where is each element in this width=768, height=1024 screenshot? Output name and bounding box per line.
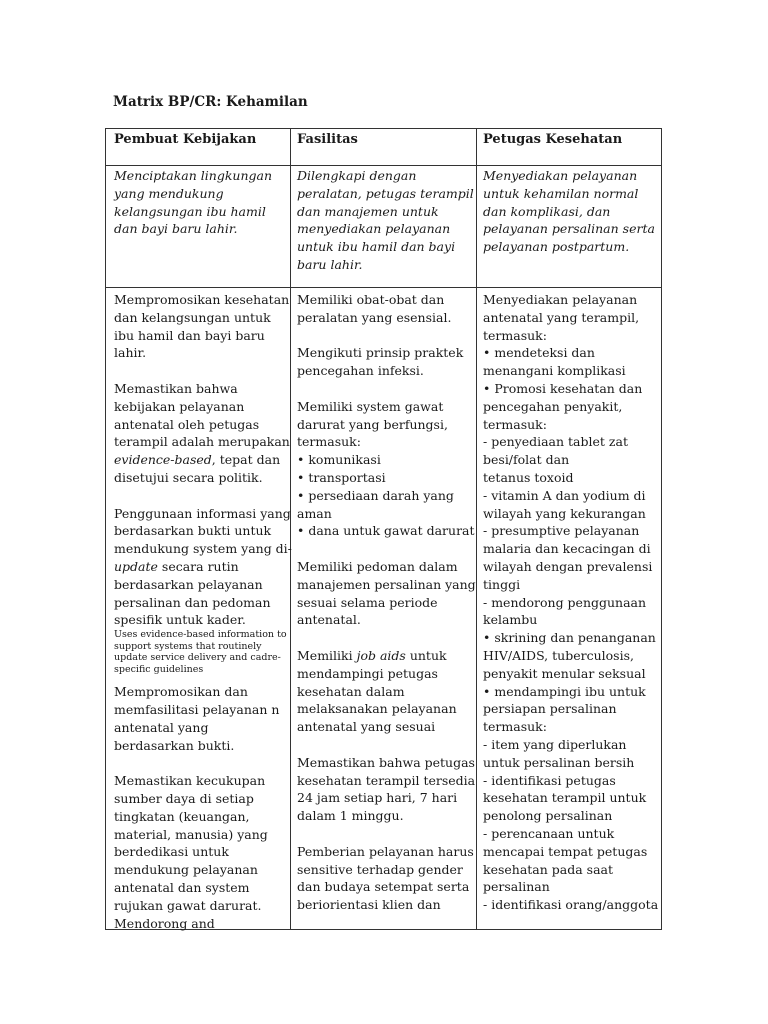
paragraph: Memastikan bahwa kebijakan pelayanan antenatal oleh petugas terampil adalah merupakan evidence-based, tepat dan disetujui secara politik.: [114, 380, 290, 485]
text-line: wilayah dengan prevalensi: [483, 558, 653, 574]
paragraph: Memiliki job aids untuk mendampingi petugas kesehatan dalam melaksanakan pelayanan antenatal yang sesuai: [297, 647, 457, 735]
text-line: pencegahan penyakit,: [483, 398, 623, 414]
text-line: penolong persalinan: [483, 808, 613, 824]
list-item: • komunikasi: [297, 452, 381, 468]
text-line: antenatal yang terampil,: [483, 309, 640, 325]
text-line: termasuk:: [483, 719, 547, 735]
objective-fasilitas: Dilengkapi dengan peralatan, petugas terampil dan manajemen untuk menyediakan pelayanan untuk ibu hamil dan bayi baru lahir.: [297, 168, 474, 272]
text-line: HIV/AIDS, tuberculosis,: [483, 647, 634, 663]
text-line: tetanus toxoid: [483, 469, 574, 485]
paragraph: Memastikan bahwa petugas kesehatan terampil tersedia 24 jam setiap hari, 7 hari dalam 1 minggu.: [297, 754, 476, 824]
text-line: wilayah yang kekurangan: [483, 505, 646, 521]
text-line: - presumptive pelayanan: [483, 523, 640, 539]
header-fasilitas: Fasilitas: [297, 132, 358, 147]
paragraph: Mempromosikan kesehatan dan kelangsungan untuk ibu hamil dan bayi baru lahir.: [114, 292, 290, 361]
text-line: Menyediakan pelayanan: [483, 292, 638, 307]
emphasis-text: evidence-based: [114, 452, 212, 468]
text-line: persiapan persalinan: [483, 701, 617, 717]
translation-note: Uses evidence-based information to support systems that routinely update service delivery and cadre-specific guidelines: [114, 629, 287, 675]
paragraph: Memastikan kecukupan sumber daya di setiap tingkatan (keuangan, material, manusia) yang berdedikasi untuk mendukung pelayanan antenatal dan system rujukan gawat darurat.: [114, 773, 268, 913]
text-line: - identifikasi petugas: [483, 772, 616, 788]
text-line: - mendorong penggunaan: [483, 594, 647, 610]
text-line: - perencanaan untuk: [483, 825, 615, 841]
body-fasilitas: [297, 291, 477, 914]
text-line: kelambu: [483, 612, 538, 628]
paragraph: Mengikuti prinsip praktek pencegahan infeksi.: [297, 345, 464, 379]
text-line: - identifikasi orang/anggota: [483, 897, 659, 913]
body-petugas-kesehatan: [483, 291, 661, 914]
objective-petugas-kesehatan: Menyediakan pelayanan untuk kehamilan normal dan komplikasi, dan pelayanan persalinan serta pelayanan postpartum.: [483, 168, 655, 255]
text-line: • mendeteksi dan: [483, 345, 595, 361]
row-divider: [106, 287, 661, 288]
text-line: malaria dan kecacingan di: [483, 541, 651, 557]
row-divider: [106, 165, 661, 166]
text-line: - item yang diperlukan: [483, 736, 627, 752]
emphasis-text: update: [114, 558, 158, 574]
text-line: - vitamin A dan yodium di: [483, 487, 646, 503]
text-line: - penyediaan tablet zat: [483, 434, 628, 450]
text-line: • Promosi kesehatan dan: [483, 380, 643, 396]
paragraph: Pemberian pelayanan harus sensitive terhadap gender dan budaya setempat serta beriorientasi klien dan: [297, 843, 474, 913]
text-line: termasuk:: [483, 416, 547, 432]
text-line: kesehatan pada saat: [483, 861, 614, 877]
paragraph: Memiliki system gawat darurat yang berfungsi, termasuk:: [297, 398, 448, 450]
list-item: • persediaan darah yang aman: [297, 487, 454, 521]
emphasis-text: job aids: [356, 647, 406, 663]
header-petugas-kesehatan: Petugas Kesehatan: [483, 132, 623, 147]
text-line: mencapai tempat petugas: [483, 843, 648, 859]
paragraph: Memiliki obat-obat dan peralatan yang esensial.: [297, 292, 452, 325]
text-line: menangani komplikasi: [483, 363, 626, 379]
header-pembuat-kebijakan: Pembuat Kebijakan: [114, 132, 257, 147]
text-line: untuk persalinan bersih: [483, 754, 635, 770]
text-line: tinggi: [483, 576, 521, 592]
text-line: • skrining dan penanganan: [483, 630, 656, 646]
paragraph: Mendorong and: [114, 915, 215, 931]
text-line: persalinan: [483, 879, 550, 895]
text-line: termasuk:: [483, 327, 547, 343]
paragraph: Penggunaan informasi yang berdasarkan bukti untuk mendukung system yang di-update secara rutin berdasarkan pelayanan persalinan dan pedoman spesifik untuk kader.: [114, 505, 292, 628]
body-pembuat-kebijakan: [114, 291, 292, 932]
text-line: penyakit menular seksual: [483, 665, 646, 681]
list-item: • transportasi: [297, 469, 386, 485]
paragraph: Memiliki pedoman dalam manajemen persalinan yang sesuai selama periode antenatal.: [297, 558, 476, 628]
objective-pembuat-kebijakan: Menciptakan lingkungan yang mendukung kelangsungan ibu hamil dan bayi baru lahir.: [114, 168, 273, 237]
list-item: • dana untuk gawat darurat: [297, 523, 475, 539]
text-line: besi/folat dan: [483, 452, 570, 468]
policy-matrix-table: [105, 128, 662, 930]
page-title: Matrix BP/CR: Kehamilan: [113, 94, 308, 110]
text-line: • mendampingi ibu untuk: [483, 683, 646, 699]
paragraph: Mempromosikan dan memfasilitasi pelayanan n antenatal yang berdasarkan bukti.: [114, 684, 280, 753]
text-line: kesehatan terampil untuk: [483, 790, 647, 806]
